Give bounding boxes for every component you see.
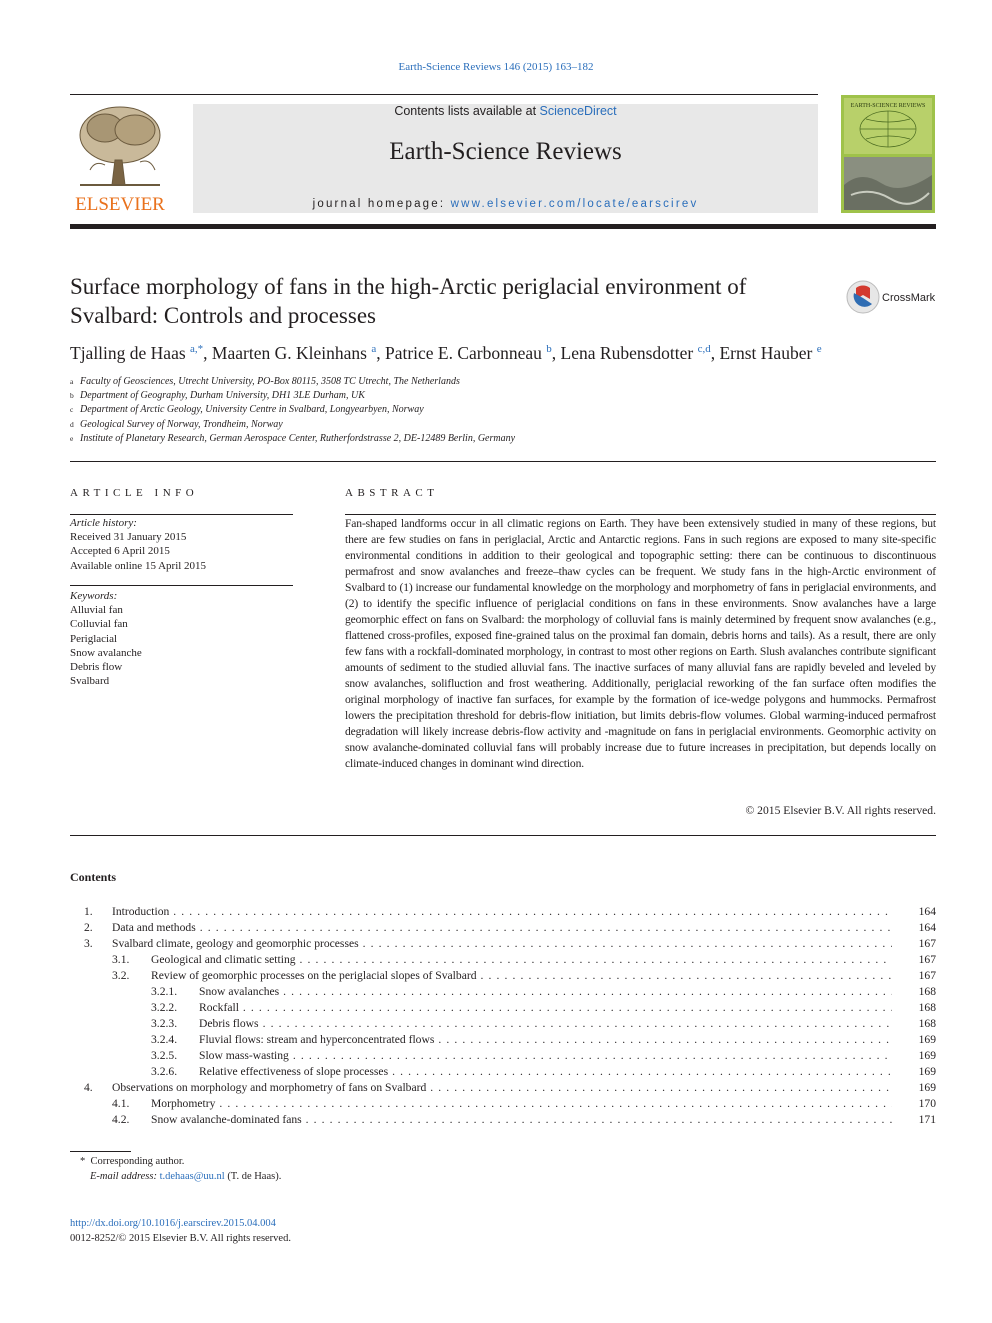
sciencedirect-link[interactable]: ScienceDirect bbox=[539, 104, 617, 118]
abstract-copyright: © 2015 Elsevier B.V. All rights reserved. bbox=[745, 804, 936, 817]
toc-number: 3.2.5. bbox=[151, 1049, 178, 1062]
toc-number: 4.2. bbox=[112, 1113, 130, 1126]
toc-title[interactable]: Geological and climatic setting . . . bbox=[151, 952, 892, 968]
toc-title[interactable]: Svalbard climate, geology and geomorphic processes . . . bbox=[112, 936, 892, 952]
svg-text:EARTH-SCIENCE REVIEWS: EARTH-SCIENCE REVIEWS bbox=[850, 103, 926, 109]
article-info-heading: ARTICLE INFO bbox=[70, 487, 199, 499]
toc-page-number: 164 bbox=[918, 921, 936, 934]
abstract-text: Fan-shaped landforms occur in all climatic regions on Earth. They have been extensively studied in many of these regions, but there are few studies on fans in periglacial, Arctic and Antarctic regions. Fans in such regions are exposed to many site-specific environmental conditions in addition to their geological and topographic setting: there can be continuous to discontinuous permafrost and snow avalanches and freeze–thaw cycles can be frequent. We study fans in the high-Arctic environment of Svalbard to (1) increase our fundamental knowledge on the morphology and morphometry of fans in periglacial environments, and (2) to identify the specific influence of periglacial conditions on fans in these environments. Snow avalanches have a large geomorphic effect on fans on Svalbard: the morphology of colluvial fans is mainly determined by frequent snow avalanches (e.g., flattened cross-profiles, exposed fine-grained talus on the proximal fan domain, debris horns and tails). As a result, there are only few fans with a rockfall-dominated morphology, in contrast to most other regions on Earth. Slush avalanches contribute significant amounts of sediment to the studied alluvial fans. The inactive surfaces of many alluvial fans are rapidly beveled and leveled by snow avalanches, solifluction and frost weathering. Additionally, periglacial reworking of the fan surface often modifies the original morphology of inactive fan surfaces, for example by the formation of ice-wedge polygons and hummocks. Permafrost lowers the precipitation threshold for debris-flow initiation, but limits debris-flow volumes. Global warming-induced permafrost degradation will likely increase debris-flow activity and -magnitude on fans in periglacial environments. Geomorphic activity on snow avalanche-dominated colluvial fans will probably increase due to future increases in precipitation, but depends locally on climate-induced changes in dominant wind direction. bbox=[345, 517, 936, 770]
toc-title[interactable]: Snow avalanche-dominated fans . . . bbox=[151, 1112, 892, 1128]
toc-number: 3.2.1. bbox=[151, 985, 178, 998]
header-top-rule bbox=[70, 94, 818, 95]
history-label: Article history: bbox=[70, 517, 137, 529]
divider bbox=[70, 461, 936, 462]
author[interactable]: Ernst Hauber $^e$ bbox=[719, 343, 822, 363]
contents-available-line bbox=[193, 104, 818, 118]
divider bbox=[70, 835, 936, 836]
contents-heading: Contents bbox=[70, 870, 117, 884]
toc-number: 1. bbox=[84, 905, 93, 918]
toc-number: 3.2.6. bbox=[151, 1065, 178, 1078]
corresponding-label: Corresponding author. bbox=[90, 1156, 185, 1167]
toc-entry[interactable] bbox=[70, 1048, 936, 1064]
toc-page-number: 169 bbox=[918, 1049, 936, 1062]
divider bbox=[70, 585, 293, 586]
toc-entry[interactable] bbox=[70, 1096, 936, 1112]
toc-number: 3.2.3. bbox=[151, 1017, 178, 1030]
author-list: Tjalling de Haas $^{a,*}$, Maarten G. Kleinhans $^a$, Patrice E. Carbonneau $^b$, Lena Rubensdotter $^{c,d}$, Ernst Hauber $^e$ bbox=[70, 343, 822, 363]
keyword: Periglacial bbox=[70, 632, 118, 645]
article-history bbox=[70, 516, 293, 573]
journal-reference[interactable]: Earth-Science Reviews 146 (2015) 163–182 bbox=[398, 61, 594, 73]
contents-prefix: Contents lists available at bbox=[394, 104, 540, 118]
toc-entry[interactable] bbox=[70, 920, 936, 936]
toc-number: 3. bbox=[84, 937, 93, 950]
toc-page-number: 168 bbox=[918, 985, 936, 998]
toc-title[interactable]: Debris flows . . . bbox=[199, 1016, 892, 1032]
crossmark-icon bbox=[846, 280, 938, 314]
toc-title[interactable]: Observations on morphology and morphometry of fans on Svalbard . . . bbox=[112, 1080, 892, 1096]
toc-page-number: 171 bbox=[918, 1113, 936, 1126]
toc-entry[interactable] bbox=[70, 1016, 936, 1032]
keyword: Alluvial fan bbox=[70, 604, 123, 617]
journal-cover-image[interactable] bbox=[841, 95, 935, 213]
affiliation: d Geological Survey of Norway, Trondheim, Norway bbox=[70, 418, 283, 430]
toc-entry[interactable] bbox=[70, 1000, 936, 1016]
toc-page-number: 164 bbox=[918, 905, 936, 918]
affiliation: b Department of Geography, Durham University, DH1 3LE Durham, UK bbox=[70, 390, 365, 402]
toc-page-number: 170 bbox=[918, 1097, 936, 1110]
keywords-label: Keywords: bbox=[70, 590, 118, 602]
email-link[interactable]: t.dehaas@uu.nl bbox=[159, 1171, 225, 1182]
toc-entry[interactable] bbox=[70, 1064, 936, 1080]
footnote-mark: * bbox=[80, 1156, 86, 1167]
toc-entry[interactable] bbox=[70, 968, 936, 984]
toc-number: 2. bbox=[84, 921, 93, 934]
toc-page-number: 167 bbox=[918, 953, 936, 966]
toc-title[interactable]: Review of geomorphic processes on the periglacial slopes of Svalbard . . . bbox=[151, 968, 892, 984]
toc-entry[interactable] bbox=[70, 952, 936, 968]
svg-text:ELSEVIER: ELSEVIER bbox=[75, 194, 165, 215]
toc-page-number: 169 bbox=[918, 1081, 936, 1094]
table-of-contents bbox=[70, 904, 936, 1128]
toc-number: 3.2. bbox=[112, 969, 130, 982]
keyword: Snow avalanche bbox=[70, 646, 142, 659]
affiliations bbox=[70, 375, 870, 446]
keyword: Debris flow bbox=[70, 661, 123, 674]
footnote-corresponding bbox=[70, 1154, 281, 1169]
keyword: Svalbard bbox=[70, 675, 110, 688]
toc-page-number: 169 bbox=[918, 1065, 936, 1078]
author[interactable]: Tjalling de Haas $^{a,*}$ bbox=[70, 343, 204, 363]
crossmark-badge[interactable] bbox=[846, 280, 938, 314]
history-online: Available online 15 April 2015 bbox=[70, 559, 207, 572]
doi-block bbox=[70, 1216, 291, 1246]
toc-entry[interactable] bbox=[70, 1032, 936, 1048]
toc-entry[interactable] bbox=[70, 904, 936, 920]
footnote bbox=[70, 1154, 281, 1184]
toc-page-number: 167 bbox=[918, 969, 936, 982]
journal-name: Earth-Science Reviews bbox=[389, 138, 622, 165]
journal-cover-icon bbox=[841, 95, 935, 213]
affiliation: e Institute of Planetary Research, German Aerospace Center, Rutherfordstrasse 2, DE-12489 Berlin, Germany bbox=[70, 432, 516, 444]
divider bbox=[345, 514, 936, 515]
toc-page-number: 168 bbox=[918, 1017, 936, 1030]
toc-title[interactable]: Relative effectiveness of slope processes . . . bbox=[199, 1064, 892, 1080]
toc-number: 4. bbox=[84, 1081, 93, 1094]
history-accepted: Accepted 6 April 2015 bbox=[70, 545, 170, 558]
toc-entry[interactable] bbox=[70, 1112, 936, 1128]
toc-title[interactable]: Snow avalanches . . . bbox=[199, 984, 892, 1000]
homepage-prefix: journal homepage: bbox=[312, 198, 451, 210]
affiliation: c Department of Arctic Geology, University Centre in Svalbard, Longyearbyen, Norway bbox=[70, 404, 424, 416]
toc-title[interactable]: Slow mass-wasting . . . bbox=[199, 1048, 892, 1064]
toc-number: 3.2.4. bbox=[151, 1033, 178, 1046]
author[interactable]: Lena Rubensdotter $^{c,d}$ bbox=[560, 343, 711, 363]
toc-number: 3.1. bbox=[112, 953, 130, 966]
toc-number: 4.1. bbox=[112, 1097, 130, 1110]
journal-homepage-line bbox=[193, 198, 818, 210]
svg-text:CrossMark: CrossMark bbox=[882, 292, 936, 304]
toc-entry[interactable] bbox=[70, 1080, 936, 1096]
elsevier-tree-icon bbox=[70, 100, 170, 215]
abstract-heading: ABSTRACT bbox=[345, 487, 439, 499]
toc-title[interactable]: Fluvial flows: stream and hyperconcentrated flows . . . bbox=[199, 1032, 892, 1048]
homepage-link[interactable]: www.elsevier.com/locate/earscirev bbox=[450, 198, 699, 210]
email-suffix: (T. de Haas). bbox=[224, 1171, 282, 1182]
email-label: E-mail address: bbox=[90, 1171, 160, 1182]
toc-title[interactable]: Rockfall . . . bbox=[199, 1000, 892, 1016]
toc-entry[interactable] bbox=[70, 984, 936, 1000]
keywords bbox=[70, 589, 293, 688]
footnote-rule bbox=[70, 1151, 131, 1152]
issn-line: 0012-8252/© 2015 Elsevier B.V. All rights reserved. bbox=[70, 1233, 291, 1244]
toc-page-number: 168 bbox=[918, 1001, 936, 1014]
header-thick-rule bbox=[70, 224, 936, 229]
toc-title[interactable]: Morphometry . . . bbox=[151, 1096, 892, 1112]
toc-page-number: 169 bbox=[918, 1033, 936, 1046]
toc-title[interactable]: Introduction . . . bbox=[112, 904, 892, 920]
toc-page-number: 167 bbox=[918, 937, 936, 950]
author[interactable]: Patrice E. Carbonneau $^b$ bbox=[384, 343, 552, 363]
divider bbox=[70, 514, 293, 515]
history-received: Received 31 January 2015 bbox=[70, 531, 187, 544]
toc-entry[interactable] bbox=[70, 936, 936, 952]
footnote-email bbox=[70, 1169, 281, 1184]
doi-link[interactable]: http://dx.doi.org/10.1016/j.earscirev.2015.04.004 bbox=[70, 1218, 276, 1229]
author[interactable]: Maarten G. Kleinhans $^a$ bbox=[211, 343, 377, 363]
article-title: Surface morphology of fans in the high-Arctic periglacial environment of Svalbard: Controls and processes bbox=[70, 274, 747, 328]
toc-title[interactable]: Data and methods . . . bbox=[112, 920, 892, 936]
affiliation: a Faculty of Geosciences, Utrecht University, PO-Box 80115, 3508 TC Utrecht, The Netherlands bbox=[70, 376, 460, 387]
keyword: Colluvial fan bbox=[70, 618, 128, 631]
toc-number: 3.2.2. bbox=[151, 1001, 178, 1014]
elsevier-logo[interactable] bbox=[70, 100, 170, 215]
